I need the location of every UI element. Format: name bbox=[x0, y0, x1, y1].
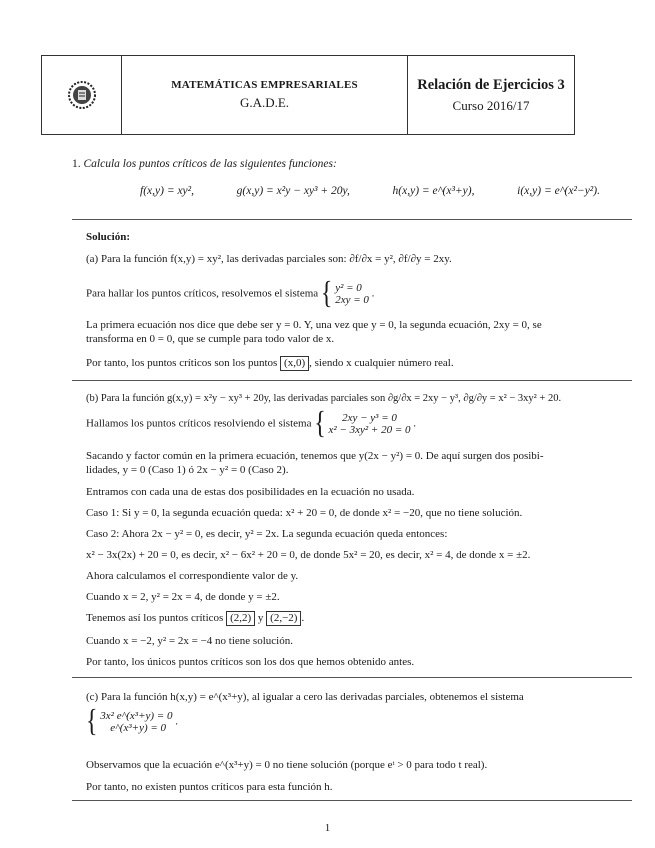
part-b-line-5: Entramos con cada una de estas dos posibilidades en la ecuación no usada. bbox=[86, 486, 415, 498]
part-b-line-4: lidades, y = 0 (Caso 1) ó 2x − y² = 0 (Caso 2). bbox=[86, 464, 289, 476]
part-a-system: Para hallar los puntos críticos, resolvemos el sistema { y² = 0 2xy = 0 . bbox=[86, 277, 375, 311]
exercise-number: 1. bbox=[72, 158, 81, 170]
divider bbox=[72, 677, 632, 678]
course-label: Curso 2016/17 bbox=[452, 97, 530, 113]
solution-part-c bbox=[86, 690, 634, 800]
equation: 2xy − y³ = 0 bbox=[342, 412, 397, 424]
part-b-line-8: x² − 3x(2x) + 20 = 0, es decir, x² − 6x² + 20 = 0, de donde 5x² = 20, es decir, x² = 4, de donde x = ±2. bbox=[86, 549, 531, 561]
part-c-system: { 3x² e^(x³+y) = 0 e^(x³+y) = 0 . bbox=[86, 705, 178, 739]
part-b-line-9: Ahora calculamos el correspondiente valor de y. bbox=[86, 570, 299, 582]
part-c-line-1: (c) Para la función h(x,y) = e^(x³+y), al igualar a cero las derivadas parciales, obtenemos el sistema bbox=[86, 691, 524, 703]
subject-cell bbox=[122, 56, 408, 134]
equation: x² − 3xy² + 20 = 0 bbox=[328, 424, 411, 436]
exercise-statement bbox=[72, 158, 337, 170]
function-list bbox=[140, 185, 600, 197]
points-text: Tenemos así los puntos críticos bbox=[86, 612, 224, 624]
page-number: 1 bbox=[324, 822, 331, 834]
system-equations bbox=[100, 710, 172, 734]
solution-part-a bbox=[86, 230, 634, 375]
university-seal-icon bbox=[67, 80, 97, 110]
document-header bbox=[41, 55, 575, 135]
degree-label: G.A.D.E. bbox=[239, 95, 290, 110]
part-b-case-2: Caso 2: Ahora 2x − y² = 0, es decir, y² = 2x. La segunda ecuación queda entonces: bbox=[86, 528, 448, 540]
system-equations bbox=[329, 412, 411, 436]
function-h: h(x,y) = e^(x³+y), bbox=[392, 185, 475, 197]
logo-cell bbox=[42, 56, 122, 134]
left-brace: { bbox=[320, 277, 333, 311]
solution-heading: Solución: bbox=[86, 231, 131, 243]
function-i: i(x,y) = e^(x²−y²). bbox=[517, 185, 600, 197]
part-b-line-2: Hallamos los puntos críticos resolviendo el sistema bbox=[86, 417, 312, 430]
divider bbox=[72, 800, 632, 801]
critical-point-box: (x,0) bbox=[280, 356, 309, 371]
divider bbox=[72, 380, 632, 381]
period: . bbox=[301, 612, 305, 624]
conclusion-text: Por tanto, los puntos críticos son los puntos bbox=[86, 357, 278, 369]
conclusion-tail: , siendo x cualquier número real. bbox=[309, 357, 454, 369]
part-c-line-2: Observamos que la ecuación e^(x³+y) = 0 no tiene solución (porque eᵗ > 0 para todo t real). bbox=[86, 759, 488, 771]
conjunction: y bbox=[257, 612, 264, 624]
part-b-critical-points bbox=[86, 611, 304, 626]
equation: 3x² e^(x³+y) = 0 bbox=[100, 710, 173, 722]
part-b-line-12: Cuando x = −2, y² = 2x = −4 no tiene solución. bbox=[86, 635, 293, 647]
part-a-line-4: transforma en 0 = 0, que se cumple para todo valor de x. bbox=[86, 333, 335, 345]
part-b-line-1: (b) Para la función g(x,y) = x²y − xy³ + 20y, las derivadas parciales son ∂g/∂x = 2xy − y³, ∂g/∂y = x² − 3xy² + 20. bbox=[86, 393, 562, 404]
function-f: f(x,y) = xy², bbox=[140, 185, 194, 197]
left-brace: { bbox=[86, 705, 98, 739]
equation: e^(x³+y) = 0 bbox=[110, 722, 167, 734]
solution-part-b bbox=[86, 392, 634, 672]
title-cell bbox=[408, 56, 574, 134]
part-b-line-10: Cuando x = 2, y² = 2x = 4, de donde y = ±2. bbox=[86, 591, 280, 603]
critical-point-box: (2,−2) bbox=[266, 611, 301, 626]
part-a-line-2: Para hallar los puntos críticos, resolvemos el sistema bbox=[86, 287, 319, 300]
part-a-line-1: (a) Para la función f(x,y) = xy², las derivadas parciales son: ∂f/∂x = y², ∂f/∂y = 2xy. bbox=[86, 253, 452, 265]
part-c-conclusion: Por tanto, no existen puntos críticos para esta función h. bbox=[86, 781, 333, 793]
system-equations bbox=[335, 282, 369, 306]
part-b-conclusion: Por tanto, los únicos puntos críticos son los dos que hemos obtenido antes. bbox=[86, 656, 415, 668]
equation: y² = 0 bbox=[335, 282, 362, 294]
function-g: g(x,y) = x²y − xy³ + 20y, bbox=[236, 185, 350, 197]
part-b-case-1: Caso 1: Si y = 0, la segunda ecuación queda: x² + 20 = 0, de donde x² = −20, que no tiene solución. bbox=[86, 507, 523, 519]
part-b-system: Hallamos los puntos críticos resolviendo el sistema { 2xy − y³ = 0 x² − 3xy² + 20 = 0 . bbox=[86, 407, 417, 441]
equation: 2xy = 0 bbox=[335, 294, 369, 306]
part-b-line-3: Sacando y factor común en la primera ecuación, tenemos que y(2x − y²) = 0. De aquí surgen dos posibi- bbox=[86, 450, 544, 462]
part-a-conclusion bbox=[86, 356, 454, 371]
critical-point-box: (2,2) bbox=[226, 611, 255, 626]
sheet-title: Relación de Ejercicios 3 bbox=[417, 76, 565, 93]
exercise-prompt: Calcula los puntos críticos de las siguientes funciones: bbox=[83, 158, 337, 170]
part-a-line-3: La primera ecuación nos dice que debe ser y = 0. Y, una vez que y = 0, la segunda ecuación, 2xy = 0, se bbox=[86, 319, 542, 331]
divider bbox=[72, 219, 632, 220]
left-brace: { bbox=[314, 407, 326, 441]
subject-title: MATEMÁTICAS EMPRESARIALES bbox=[171, 79, 358, 91]
